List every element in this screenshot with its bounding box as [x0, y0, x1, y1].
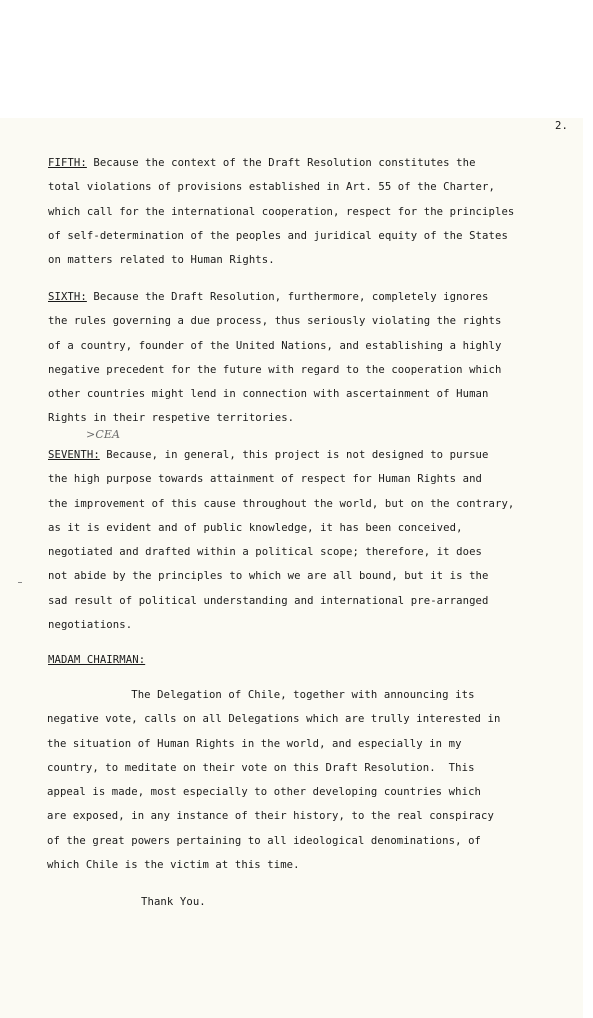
paragraph-heading: FIFTH:: [48, 157, 87, 169]
address-text: MADAM CHAIRMAN:: [48, 654, 146, 666]
paragraph-line: as it is evident and of public knowledge, it has been conceived,: [48, 521, 463, 534]
paragraph-line: on matters related to Human Rights.: [48, 254, 275, 267]
address-heading: [48, 651, 583, 675]
paragraph-line: SEVENTH: Because, in general, this project is not designed to pursue: [48, 449, 489, 461]
paragraph-line: negotiations.: [48, 619, 133, 632]
paragraph-line: the situation of Human Rights in the world, and especially in my: [47, 737, 462, 750]
paragraph-line: which call for the international cooperation, respect for the principles: [48, 205, 515, 218]
paragraph-line: the rules governing a due process, thus seriously violating the rights: [48, 315, 502, 328]
paragraph-heading: SEVENTH:: [48, 449, 100, 461]
paragraph-line: Rights in their respetive territories.: [48, 412, 295, 425]
paragraph-line: not abide by the principles to which we are all bound, but it is the: [48, 570, 489, 583]
paragraph-line: negative precedent for the future with regard to the cooperation which: [48, 363, 502, 376]
paragraph-seventh: [48, 446, 583, 640]
paragraph-line: The Delegation of Chile, together with announcing its: [47, 689, 475, 701]
document-page: [0, 118, 583, 1018]
paragraph-line: SIXTH: Because the Draft Resolution, furthermore, completely ignores: [48, 291, 489, 303]
paragraph-line: negotiated and drafted within a political scope; therefore, it does: [48, 546, 483, 559]
paragraph-line: negative vote, calls on all Delegations which are trully interested in: [47, 713, 501, 726]
paragraph-fifth: [48, 154, 583, 275]
handwritten-margin-note: >CEA: [86, 428, 121, 441]
paragraph-line: total violations of provisions established in Art. 55 of the Charter,: [48, 181, 495, 194]
paragraph-line: which Chile is the victim at this time.: [47, 859, 300, 872]
paragraph-heading: SIXTH:: [48, 291, 87, 303]
scan-speck: [18, 582, 22, 583]
page-number: 2.: [555, 120, 568, 132]
paragraph-closing: [47, 686, 582, 880]
thanks-text: Thank You.: [141, 896, 206, 908]
paragraph-line: appeal is made, most especially to other developing countries which: [47, 786, 482, 799]
paragraph-line: sad result of political understanding and international pre-arranged: [48, 594, 489, 607]
paragraph-line: the high purpose towards attainment of respect for Human Rights and: [48, 473, 483, 486]
paragraph-line: the improvement of this cause throughout the world, but on the contrary,: [48, 497, 515, 510]
paragraph-line: other countries might lend in connection with ascertainment of Human: [48, 388, 489, 401]
paragraph-sixth: [48, 288, 583, 434]
paragraph-line: of a country, founder of the United Nations, and establishing a highly: [48, 339, 502, 352]
closing-thanks: [141, 893, 593, 917]
paragraph-line: are exposed, in any instance of their history, to the real conspiracy: [47, 810, 494, 823]
paragraph-line: FIFTH: Because the context of the Draft Resolution constitutes the: [48, 157, 476, 169]
paragraph-line: country, to meditate on their vote on this Draft Resolution. This: [47, 761, 475, 774]
paragraph-line: of self-determination of the peoples and juridical equity of the States: [48, 229, 508, 242]
paragraph-line: of the great powers pertaining to all ideological denominations, of: [47, 834, 482, 847]
